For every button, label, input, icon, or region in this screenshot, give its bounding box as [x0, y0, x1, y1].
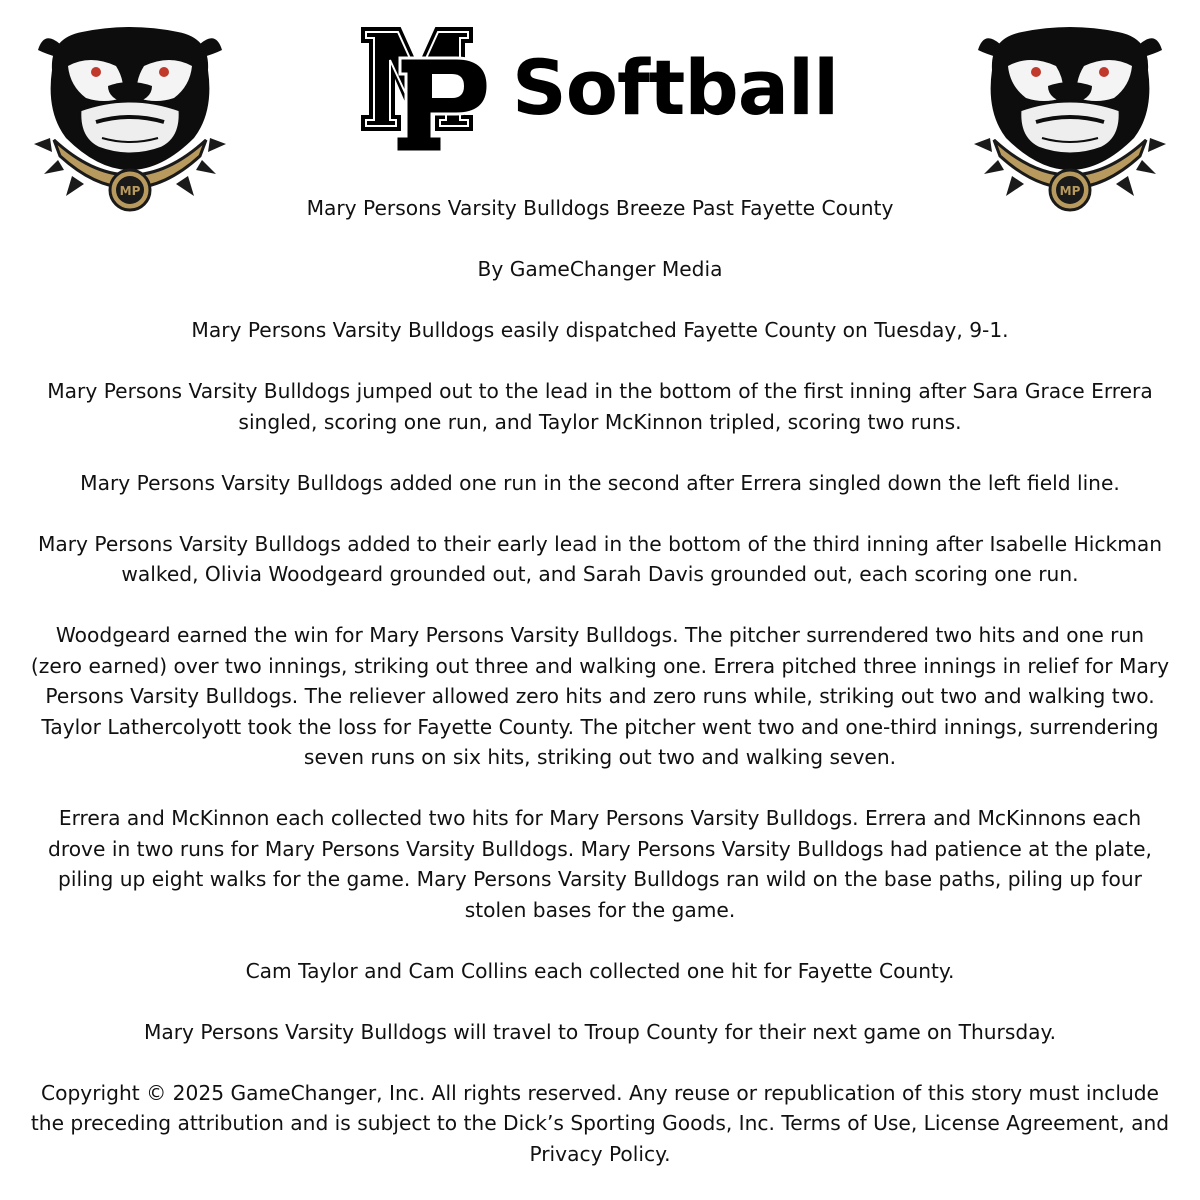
- svg-text:MP: MP: [119, 184, 141, 198]
- article-byline: By GameChanger Media: [477, 257, 723, 281]
- header: [0, 20, 1200, 160]
- article-paragraph: Errera and McKinnon each collected two hits for Mary Persons Varsity Bulldogs. Errera and McKinnons each drove in two runs for Mary Persons Varsity Bulldogs. Mary Persons Varsity Bulldogs had patience at the plate, piling up eight walks for the game. Mary Persons Varsity Bulldogs ran wild on the base paths, piling up four stolen bases for the game.: [48, 806, 1152, 922]
- article-paragraph: Mary Persons Varsity Bulldogs added one run in the second after Errera singled down the left field line.: [80, 470, 1120, 495]
- article-paragraph: Cam Taylor and Cam Collins each collected one hit for Fayette County.: [245, 958, 955, 983]
- article-paragraph: Mary Persons Varsity Bulldogs will travel to Troup County for their next game on Thursday.: [143, 1019, 1057, 1044]
- article-paragraph: Mary Persons Varsity Bulldogs easily dispatched Fayette County on Tuesday, 9-1.: [191, 318, 1009, 342]
- page-title: Softball: [512, 43, 839, 132]
- article-headline: Mary Persons Varsity Bulldogs Breeze Past Fayette County: [306, 196, 894, 220]
- article-body: [30, 193, 1170, 1169]
- copyright-notice: Copyright © 2025 GameChanger, Inc. All rights reserved. Any reuse or republication of this story must include the preceding attribution and is subject to the Dick’s Sporting Goods, Inc. Terms of Use, License Agreement, and Privacy Policy.: [30, 1080, 1170, 1166]
- svg-text:MP: MP: [1059, 184, 1081, 198]
- article-paragraph: Woodgeard earned the win for Mary Persons Varsity Bulldogs. The pitcher surrendered two hits and one run (zero earned) over two innings, striking out three and walking one. Errera pitched three innings in relief for Mary Persons Varsity Bulldogs. The reliever allowed zero hits and zero runs while, striking out two and walking two. Taylor Lathercolyott took the loss for Fayette County. The pitcher went two and one-third innings, surrendering seven runs on six hits, striking out two and walking seven.: [30, 623, 1170, 769]
- article-paragraph: Mary Persons Varsity Bulldogs jumped out to the lead in the bottom of the first inning after Sara Grace Errera singled, scoring one run, and Taylor McKinnon tripled, scoring two runs.: [47, 379, 1153, 434]
- mp-logo-icon: [360, 24, 492, 156]
- article-paragraph: Mary Persons Varsity Bulldogs added to their early lead in the bottom of the third inning after Isabelle Hickman walked, Olivia Woodgeard grounded out, and Sarah Davis grounded out, each scoring one run.: [37, 531, 1163, 586]
